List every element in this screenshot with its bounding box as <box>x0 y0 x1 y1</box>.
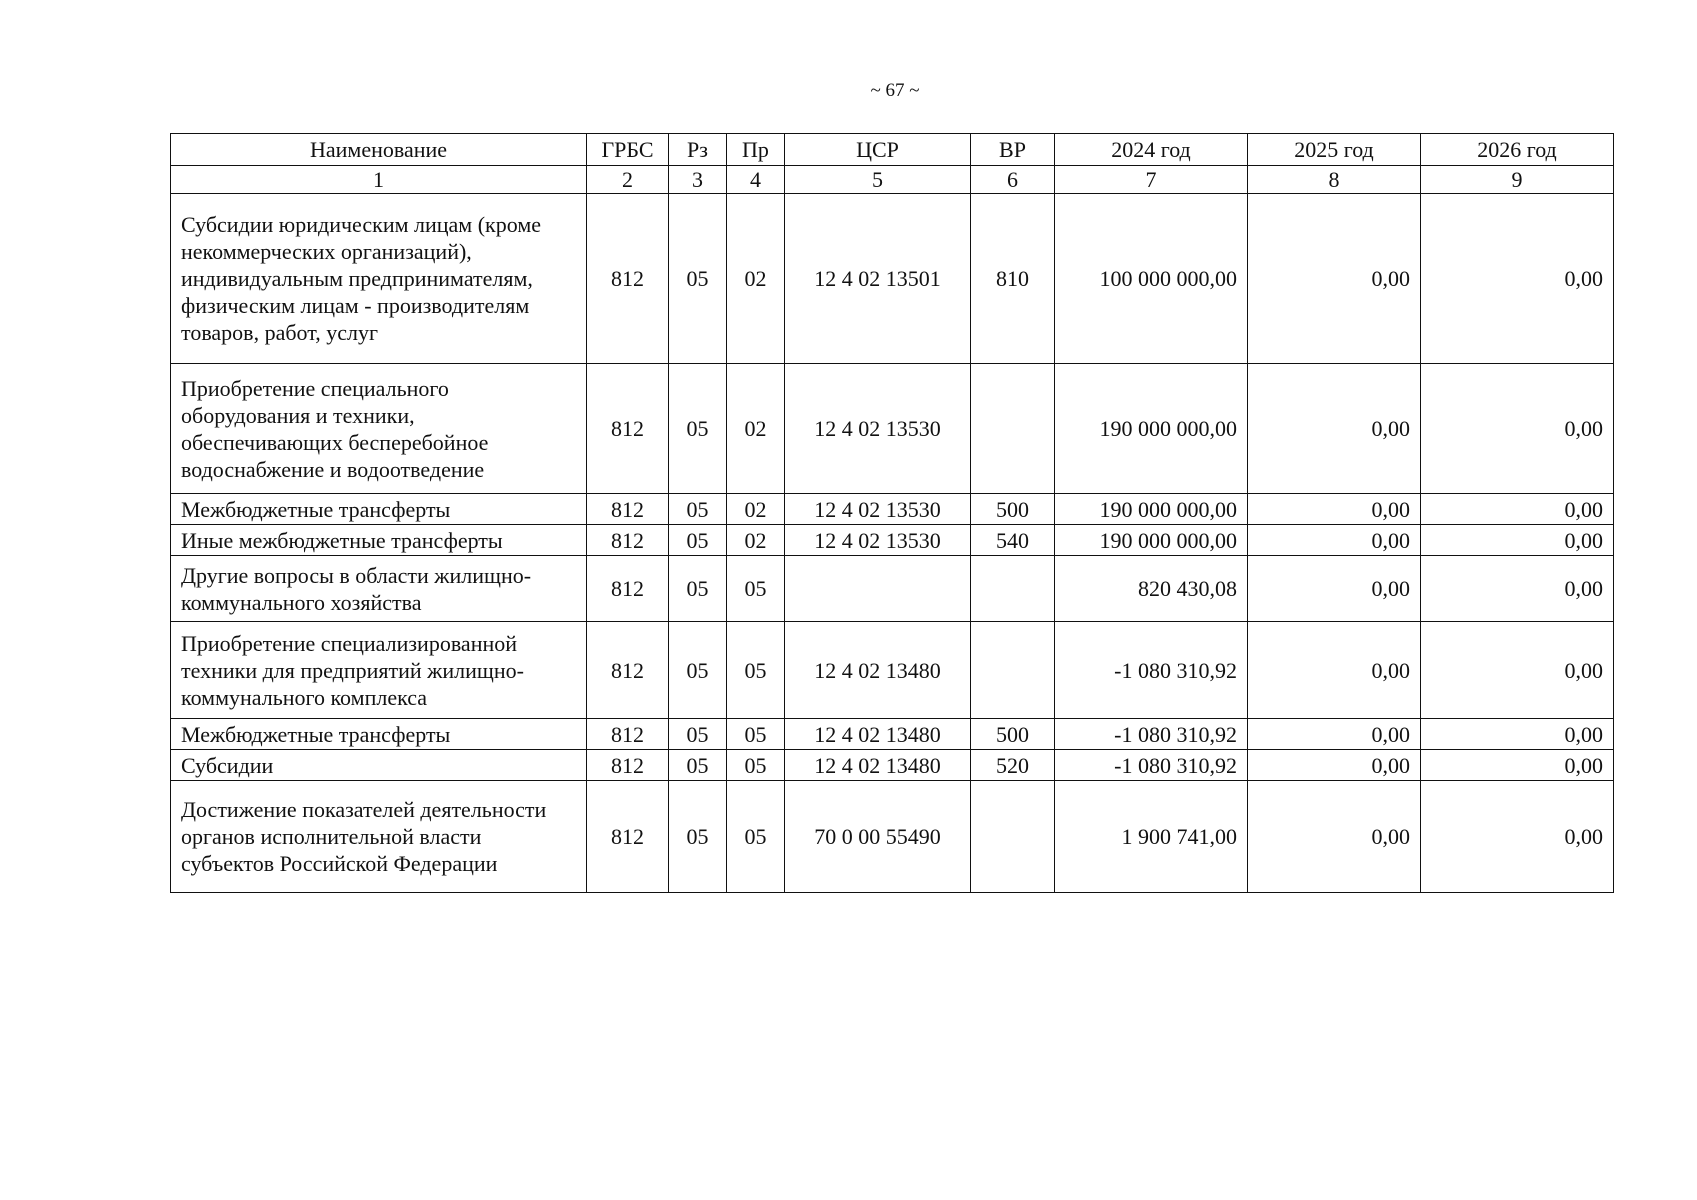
row-pr: 02 <box>727 525 785 556</box>
row-2026: 0,00 <box>1421 622 1614 719</box>
row-2024: 1 900 741,00 <box>1055 781 1248 893</box>
row-2026: 0,00 <box>1421 719 1614 750</box>
row-grbs: 812 <box>587 494 669 525</box>
row-2025: 0,00 <box>1248 750 1421 781</box>
row-grbs: 812 <box>587 194 669 364</box>
row-pr: 05 <box>727 750 785 781</box>
table-row <box>171 194 1614 364</box>
table-row <box>171 556 1614 622</box>
row-2024: -1 080 310,92 <box>1055 750 1248 781</box>
row-2025: 0,00 <box>1248 719 1421 750</box>
header-rz: Рз <box>669 134 727 166</box>
row-csr: 12 4 02 13480 <box>785 622 971 719</box>
row-2026: 0,00 <box>1421 525 1614 556</box>
row-2026: 0,00 <box>1421 750 1614 781</box>
row-csr: 12 4 02 13501 <box>785 194 971 364</box>
row-vr: 540 <box>971 525 1055 556</box>
header-2024: 2024 год <box>1055 134 1248 166</box>
row-vr <box>971 364 1055 494</box>
row-pr: 05 <box>727 556 785 622</box>
row-2024: 100 000 000,00 <box>1055 194 1248 364</box>
row-2024: 190 000 000,00 <box>1055 494 1248 525</box>
row-rz: 05 <box>669 622 727 719</box>
row-grbs: 812 <box>587 750 669 781</box>
row-2025: 0,00 <box>1248 364 1421 494</box>
row-csr: 12 4 02 13530 <box>785 525 971 556</box>
header-pr: Пр <box>727 134 785 166</box>
row-rz: 05 <box>669 194 727 364</box>
row-grbs: 812 <box>587 622 669 719</box>
row-vr: 520 <box>971 750 1055 781</box>
row-2025: 0,00 <box>1248 622 1421 719</box>
row-grbs: 812 <box>587 719 669 750</box>
row-pr: 02 <box>727 364 785 494</box>
column-number: 6 <box>971 166 1055 194</box>
row-grbs: 812 <box>587 781 669 893</box>
row-2025: 0,00 <box>1248 494 1421 525</box>
column-number: 9 <box>1421 166 1614 194</box>
table-row <box>171 525 1614 556</box>
column-number: 3 <box>669 166 727 194</box>
row-rz: 05 <box>669 494 727 525</box>
row-2025: 0,00 <box>1248 556 1421 622</box>
row-name: Субсидии <box>171 750 587 781</box>
header-vr: ВР <box>971 134 1055 166</box>
header-row <box>171 134 1614 166</box>
table-row <box>171 750 1614 781</box>
row-name: Другие вопросы в области жилищно-коммунального хозяйства <box>171 556 587 622</box>
row-name: Межбюджетные трансферты <box>171 719 587 750</box>
row-2026: 0,00 <box>1421 194 1614 364</box>
row-grbs: 812 <box>587 525 669 556</box>
header-csr: ЦСР <box>785 134 971 166</box>
row-vr: 500 <box>971 494 1055 525</box>
header-grbs: ГРБС <box>587 134 669 166</box>
row-grbs: 812 <box>587 556 669 622</box>
column-number: 2 <box>587 166 669 194</box>
row-rz: 05 <box>669 719 727 750</box>
row-pr: 05 <box>727 622 785 719</box>
header-name: Наименование <box>171 134 587 166</box>
row-name: Приобретение специализированной техники для предприятий жилищно-коммунального комплекса <box>171 622 587 719</box>
row-csr: 12 4 02 13480 <box>785 719 971 750</box>
column-number-row <box>171 166 1614 194</box>
row-vr: 500 <box>971 719 1055 750</box>
row-2025: 0,00 <box>1248 194 1421 364</box>
row-2024: 190 000 000,00 <box>1055 364 1248 494</box>
row-pr: 05 <box>727 781 785 893</box>
row-vr: 810 <box>971 194 1055 364</box>
row-vr <box>971 622 1055 719</box>
row-vr <box>971 781 1055 893</box>
column-number: 7 <box>1055 166 1248 194</box>
row-pr: 02 <box>727 194 785 364</box>
row-rz: 05 <box>669 781 727 893</box>
row-name: Субсидии юридическим лицам (кроме некоммерческих организаций), индивидуальным предпринимателям, физическим лицам - производителям товаров, работ, услуг <box>171 194 587 364</box>
row-2026: 0,00 <box>1421 364 1614 494</box>
header-2026: 2026 год <box>1421 134 1614 166</box>
row-grbs: 812 <box>587 364 669 494</box>
row-name: Иные межбюджетные трансферты <box>171 525 587 556</box>
row-2024: 820 430,08 <box>1055 556 1248 622</box>
row-2026: 0,00 <box>1421 556 1614 622</box>
row-rz: 05 <box>669 556 727 622</box>
row-2026: 0,00 <box>1421 781 1614 893</box>
table-row <box>171 494 1614 525</box>
table-row <box>171 622 1614 719</box>
row-csr: 70 0 00 55490 <box>785 781 971 893</box>
row-name: Межбюджетные трансферты <box>171 494 587 525</box>
row-2024: -1 080 310,92 <box>1055 622 1248 719</box>
row-2024: -1 080 310,92 <box>1055 719 1248 750</box>
row-name: Достижение показателей деятельности органов исполнительной власти субъектов Российской Федерации <box>171 781 587 893</box>
column-number: 4 <box>727 166 785 194</box>
row-pr: 02 <box>727 494 785 525</box>
row-name: Приобретение специального оборудования и техники, обеспечивающих бесперебойное водоснабжение и водоотведение <box>171 364 587 494</box>
page-number: ~ 67 ~ <box>870 80 920 101</box>
column-number: 5 <box>785 166 971 194</box>
row-csr: 12 4 02 13530 <box>785 364 971 494</box>
table-row <box>171 719 1614 750</box>
row-rz: 05 <box>669 525 727 556</box>
header-2025: 2025 год <box>1248 134 1421 166</box>
row-2026: 0,00 <box>1421 494 1614 525</box>
row-vr <box>971 556 1055 622</box>
table-row <box>171 781 1614 893</box>
row-2025: 0,00 <box>1248 525 1421 556</box>
row-pr: 05 <box>727 719 785 750</box>
row-csr <box>785 556 971 622</box>
column-number: 8 <box>1248 166 1421 194</box>
row-rz: 05 <box>669 364 727 494</box>
budget-table <box>170 133 1614 893</box>
row-csr: 12 4 02 13480 <box>785 750 971 781</box>
row-2025: 0,00 <box>1248 781 1421 893</box>
column-number: 1 <box>171 166 587 194</box>
row-rz: 05 <box>669 750 727 781</box>
row-csr: 12 4 02 13530 <box>785 494 971 525</box>
row-2024: 190 000 000,00 <box>1055 525 1248 556</box>
table-row <box>171 364 1614 494</box>
